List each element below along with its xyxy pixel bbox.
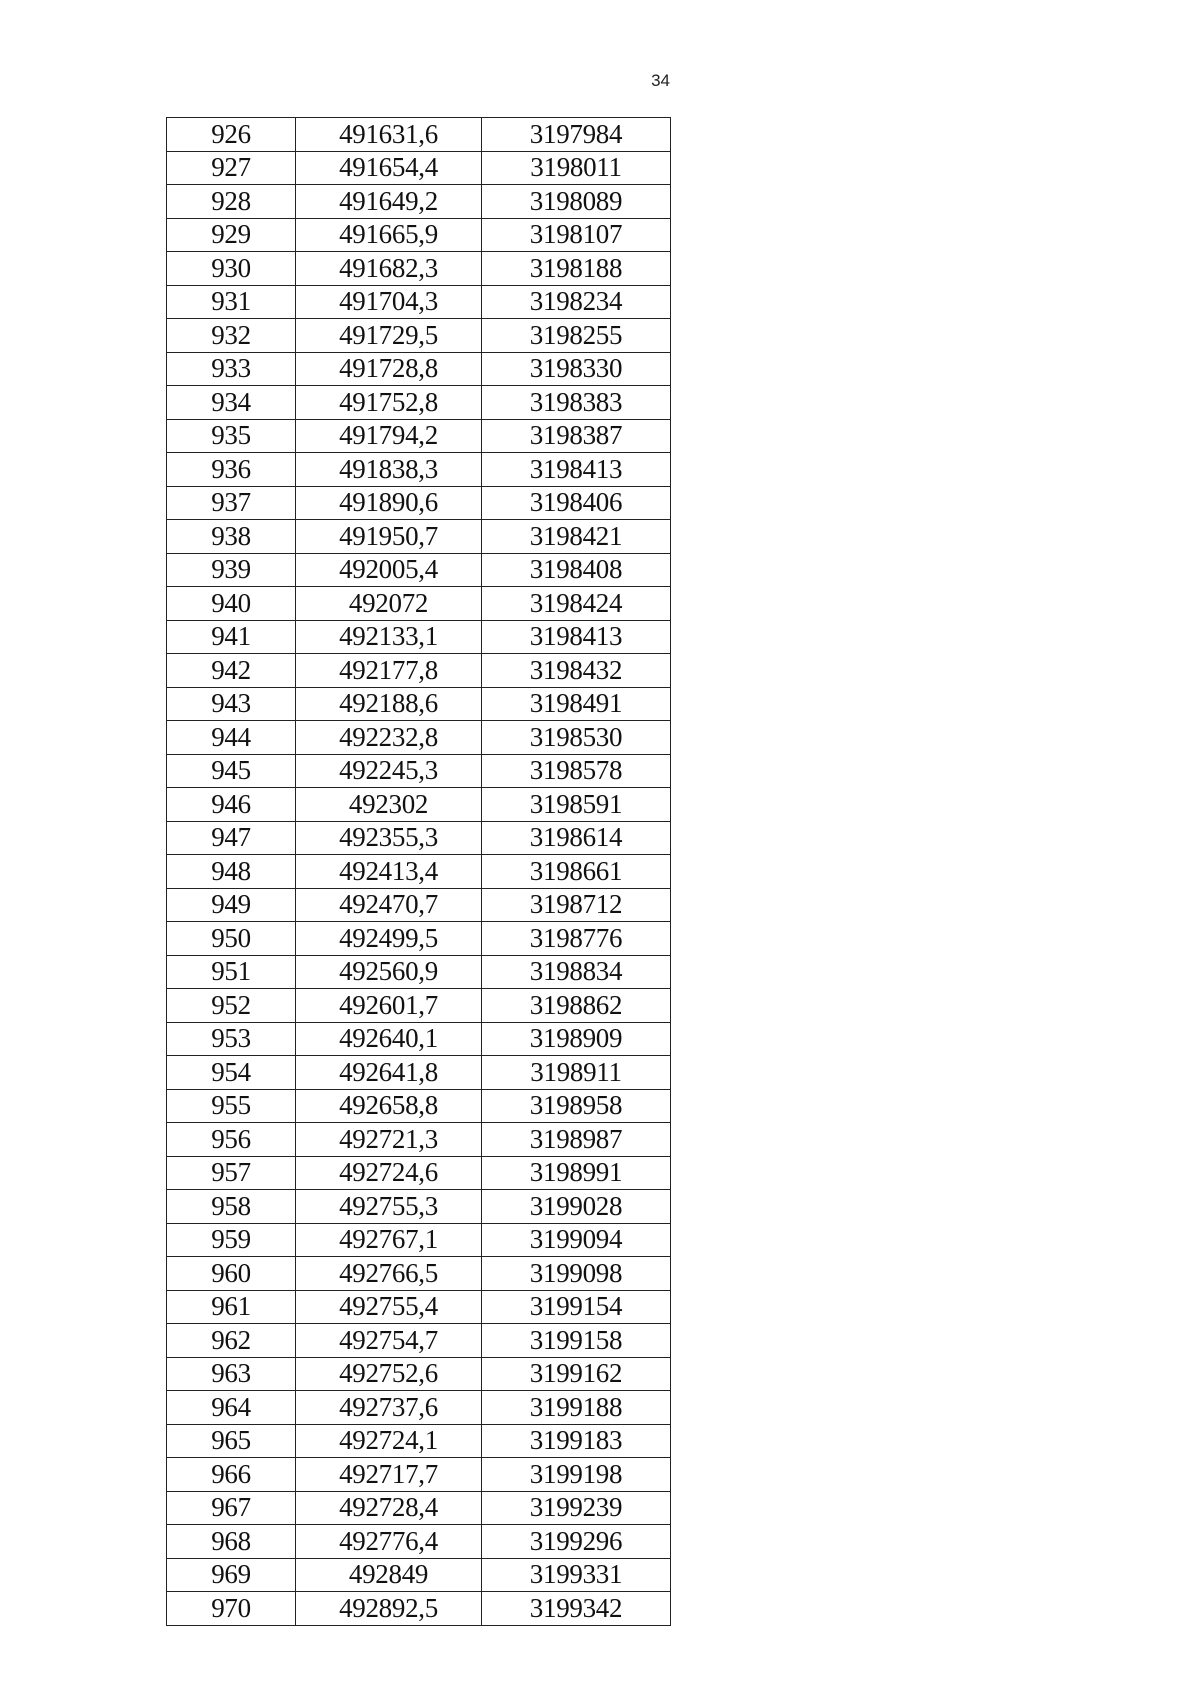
y-coordinate-cell: 3199331 xyxy=(482,1558,671,1592)
y-coordinate-cell: 3198107 xyxy=(482,218,671,252)
y-coordinate-cell: 3199094 xyxy=(482,1223,671,1257)
x-coordinate-cell: 492601,7 xyxy=(296,989,482,1023)
y-coordinate-cell: 3198383 xyxy=(482,386,671,420)
table-row xyxy=(167,654,671,688)
table-row xyxy=(167,1190,671,1224)
point-number-cell: 949 xyxy=(167,888,296,922)
table-row xyxy=(167,285,671,319)
table-row xyxy=(167,1491,671,1525)
point-number-cell: 966 xyxy=(167,1458,296,1492)
x-coordinate-cell: 491728,8 xyxy=(296,352,482,386)
y-coordinate-cell: 3198432 xyxy=(482,654,671,688)
y-coordinate-cell: 3199154 xyxy=(482,1290,671,1324)
table-row xyxy=(167,252,671,286)
point-number-cell: 958 xyxy=(167,1190,296,1224)
table-row xyxy=(167,151,671,185)
y-coordinate-cell: 3198776 xyxy=(482,922,671,956)
x-coordinate-cell: 492724,1 xyxy=(296,1424,482,1458)
point-number-cell: 938 xyxy=(167,520,296,554)
point-number-cell: 948 xyxy=(167,855,296,889)
x-coordinate-cell: 492499,5 xyxy=(296,922,482,956)
y-coordinate-cell: 3198987 xyxy=(482,1123,671,1157)
y-coordinate-cell: 3199158 xyxy=(482,1324,671,1358)
table-row xyxy=(167,1089,671,1123)
x-coordinate-cell: 491704,3 xyxy=(296,285,482,319)
point-number-cell: 944 xyxy=(167,721,296,755)
x-coordinate-cell: 491654,4 xyxy=(296,151,482,185)
point-number-cell: 939 xyxy=(167,553,296,587)
y-coordinate-cell: 3198591 xyxy=(482,788,671,822)
point-number-cell: 941 xyxy=(167,620,296,654)
x-coordinate-cell: 492755,4 xyxy=(296,1290,482,1324)
table-row xyxy=(167,1022,671,1056)
x-coordinate-cell: 491838,3 xyxy=(296,453,482,487)
point-number-cell: 932 xyxy=(167,319,296,353)
y-coordinate-cell: 3199239 xyxy=(482,1491,671,1525)
point-number-cell: 965 xyxy=(167,1424,296,1458)
table-row xyxy=(167,386,671,420)
y-coordinate-cell: 3198421 xyxy=(482,520,671,554)
table-row xyxy=(167,855,671,889)
point-number-cell: 961 xyxy=(167,1290,296,1324)
y-coordinate-cell: 3199162 xyxy=(482,1357,671,1391)
coordinates-table xyxy=(166,117,671,1626)
x-coordinate-cell: 492560,9 xyxy=(296,955,482,989)
x-coordinate-cell: 492245,3 xyxy=(296,754,482,788)
point-number-cell: 931 xyxy=(167,285,296,319)
table-row xyxy=(167,888,671,922)
table-row xyxy=(167,185,671,219)
x-coordinate-cell: 492717,7 xyxy=(296,1458,482,1492)
table-row xyxy=(167,1156,671,1190)
table-row xyxy=(167,1324,671,1358)
x-coordinate-cell: 492413,4 xyxy=(296,855,482,889)
table-row xyxy=(167,520,671,554)
y-coordinate-cell: 3199296 xyxy=(482,1525,671,1559)
x-coordinate-cell: 491729,5 xyxy=(296,319,482,353)
x-coordinate-cell: 492072 xyxy=(296,587,482,621)
y-coordinate-cell: 3198991 xyxy=(482,1156,671,1190)
point-number-cell: 930 xyxy=(167,252,296,286)
table-row xyxy=(167,1525,671,1559)
table-row xyxy=(167,1290,671,1324)
x-coordinate-cell: 492737,6 xyxy=(296,1391,482,1425)
y-coordinate-cell: 3199342 xyxy=(482,1592,671,1626)
point-number-cell: 935 xyxy=(167,419,296,453)
x-coordinate-cell: 492724,6 xyxy=(296,1156,482,1190)
x-coordinate-cell: 491752,8 xyxy=(296,386,482,420)
table-row xyxy=(167,1223,671,1257)
table-row xyxy=(167,553,671,587)
y-coordinate-cell: 3197984 xyxy=(482,118,671,152)
y-coordinate-cell: 3198387 xyxy=(482,419,671,453)
point-number-cell: 945 xyxy=(167,754,296,788)
point-number-cell: 956 xyxy=(167,1123,296,1157)
point-number-cell: 954 xyxy=(167,1056,296,1090)
page-number: 34 xyxy=(651,71,670,90)
point-number-cell: 969 xyxy=(167,1558,296,1592)
point-number-cell: 951 xyxy=(167,955,296,989)
point-number-cell: 968 xyxy=(167,1525,296,1559)
x-coordinate-cell: 491890,6 xyxy=(296,486,482,520)
table-row xyxy=(167,620,671,654)
y-coordinate-cell: 3199028 xyxy=(482,1190,671,1224)
point-number-cell: 964 xyxy=(167,1391,296,1425)
y-coordinate-cell: 3199183 xyxy=(482,1424,671,1458)
x-coordinate-cell: 492767,1 xyxy=(296,1223,482,1257)
x-coordinate-cell: 492658,8 xyxy=(296,1089,482,1123)
table-row xyxy=(167,218,671,252)
point-number-cell: 959 xyxy=(167,1223,296,1257)
y-coordinate-cell: 3198424 xyxy=(482,587,671,621)
point-number-cell: 967 xyxy=(167,1491,296,1525)
point-number-cell: 952 xyxy=(167,989,296,1023)
point-number-cell: 970 xyxy=(167,1592,296,1626)
y-coordinate-cell: 3198862 xyxy=(482,989,671,1023)
table-row xyxy=(167,118,671,152)
x-coordinate-cell: 492766,5 xyxy=(296,1257,482,1291)
table-row xyxy=(167,1257,671,1291)
point-number-cell: 927 xyxy=(167,151,296,185)
point-number-cell: 957 xyxy=(167,1156,296,1190)
x-coordinate-cell: 492755,3 xyxy=(296,1190,482,1224)
y-coordinate-cell: 3199198 xyxy=(482,1458,671,1492)
y-coordinate-cell: 3198089 xyxy=(482,185,671,219)
x-coordinate-cell: 491794,2 xyxy=(296,419,482,453)
point-number-cell: 947 xyxy=(167,821,296,855)
table-row xyxy=(167,1558,671,1592)
x-coordinate-cell: 492232,8 xyxy=(296,721,482,755)
y-coordinate-cell: 3198911 xyxy=(482,1056,671,1090)
x-coordinate-cell: 492721,3 xyxy=(296,1123,482,1157)
point-number-cell: 929 xyxy=(167,218,296,252)
x-coordinate-cell: 492302 xyxy=(296,788,482,822)
point-number-cell: 953 xyxy=(167,1022,296,1056)
point-number-cell: 960 xyxy=(167,1257,296,1291)
table-row xyxy=(167,1458,671,1492)
point-number-cell: 934 xyxy=(167,386,296,420)
y-coordinate-cell: 3198909 xyxy=(482,1022,671,1056)
x-coordinate-cell: 491631,6 xyxy=(296,118,482,152)
coordinates-table-body xyxy=(167,118,671,1626)
point-number-cell: 928 xyxy=(167,185,296,219)
y-coordinate-cell: 3198413 xyxy=(482,453,671,487)
table-row xyxy=(167,1123,671,1157)
x-coordinate-cell: 492776,4 xyxy=(296,1525,482,1559)
table-row xyxy=(167,486,671,520)
y-coordinate-cell: 3198406 xyxy=(482,486,671,520)
table-row xyxy=(167,1391,671,1425)
point-number-cell: 962 xyxy=(167,1324,296,1358)
table-row xyxy=(167,955,671,989)
x-coordinate-cell: 492355,3 xyxy=(296,821,482,855)
y-coordinate-cell: 3198958 xyxy=(482,1089,671,1123)
y-coordinate-cell: 3198413 xyxy=(482,620,671,654)
y-coordinate-cell: 3198330 xyxy=(482,352,671,386)
table-row xyxy=(167,319,671,353)
point-number-cell: 940 xyxy=(167,587,296,621)
table-row xyxy=(167,419,671,453)
y-coordinate-cell: 3198614 xyxy=(482,821,671,855)
x-coordinate-cell: 492640,1 xyxy=(296,1022,482,1056)
y-coordinate-cell: 3198834 xyxy=(482,955,671,989)
point-number-cell: 926 xyxy=(167,118,296,152)
x-coordinate-cell: 492728,4 xyxy=(296,1491,482,1525)
x-coordinate-cell: 492892,5 xyxy=(296,1592,482,1626)
point-number-cell: 933 xyxy=(167,352,296,386)
x-coordinate-cell: 492641,8 xyxy=(296,1056,482,1090)
x-coordinate-cell: 492005,4 xyxy=(296,553,482,587)
point-number-cell: 942 xyxy=(167,654,296,688)
point-number-cell: 936 xyxy=(167,453,296,487)
point-number-cell: 946 xyxy=(167,788,296,822)
table-row xyxy=(167,1592,671,1626)
table-row xyxy=(167,453,671,487)
table-row xyxy=(167,352,671,386)
table-row xyxy=(167,587,671,621)
point-number-cell: 950 xyxy=(167,922,296,956)
table-row xyxy=(167,1424,671,1458)
x-coordinate-cell: 492849 xyxy=(296,1558,482,1592)
x-coordinate-cell: 491950,7 xyxy=(296,520,482,554)
y-coordinate-cell: 3198491 xyxy=(482,687,671,721)
y-coordinate-cell: 3198712 xyxy=(482,888,671,922)
table-row xyxy=(167,687,671,721)
y-coordinate-cell: 3198578 xyxy=(482,754,671,788)
y-coordinate-cell: 3198011 xyxy=(482,151,671,185)
table-row xyxy=(167,989,671,1023)
table-row xyxy=(167,754,671,788)
y-coordinate-cell: 3198255 xyxy=(482,319,671,353)
point-number-cell: 937 xyxy=(167,486,296,520)
y-coordinate-cell: 3199188 xyxy=(482,1391,671,1425)
y-coordinate-cell: 3198661 xyxy=(482,855,671,889)
point-number-cell: 963 xyxy=(167,1357,296,1391)
table-row xyxy=(167,922,671,956)
y-coordinate-cell: 3198234 xyxy=(482,285,671,319)
x-coordinate-cell: 491665,9 xyxy=(296,218,482,252)
x-coordinate-cell: 492133,1 xyxy=(296,620,482,654)
x-coordinate-cell: 492752,6 xyxy=(296,1357,482,1391)
table-row xyxy=(167,1357,671,1391)
x-coordinate-cell: 492754,7 xyxy=(296,1324,482,1358)
x-coordinate-cell: 492188,6 xyxy=(296,687,482,721)
y-coordinate-cell: 3198530 xyxy=(482,721,671,755)
x-coordinate-cell: 491682,3 xyxy=(296,252,482,286)
point-number-cell: 943 xyxy=(167,687,296,721)
x-coordinate-cell: 492177,8 xyxy=(296,654,482,688)
x-coordinate-cell: 492470,7 xyxy=(296,888,482,922)
table-row xyxy=(167,821,671,855)
y-coordinate-cell: 3199098 xyxy=(482,1257,671,1291)
table-row xyxy=(167,1056,671,1090)
x-coordinate-cell: 491649,2 xyxy=(296,185,482,219)
y-coordinate-cell: 3198408 xyxy=(482,553,671,587)
y-coordinate-cell: 3198188 xyxy=(482,252,671,286)
table-row xyxy=(167,788,671,822)
table-row xyxy=(167,721,671,755)
point-number-cell: 955 xyxy=(167,1089,296,1123)
